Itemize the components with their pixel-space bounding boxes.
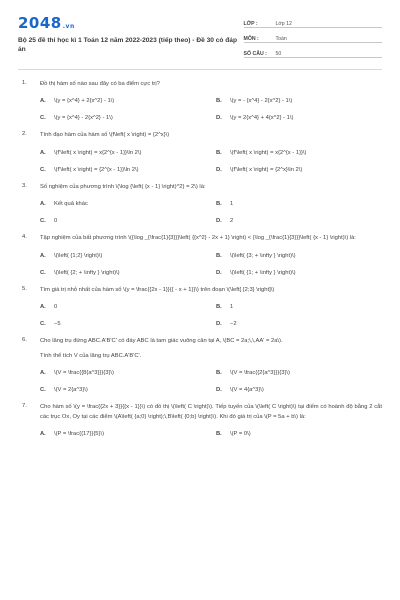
answer-option[interactable] (216, 321, 382, 327)
option-letter: B. (216, 98, 222, 105)
answer-option[interactable] (216, 253, 382, 259)
question-number: 2. (22, 131, 27, 138)
option-text: \(P = \frac{{17}}{5}\) (54, 431, 105, 438)
question-text: Cho hàm số \(y = \frac{{2x + 3}}{{x - 1}}\) có đồ thị \(\left( C \right)\). Tiếp tuyến của \(\left( C \right)\) tại điểm có hoành độ bằng 2 cắt các trục Ox, Oy tại các điểm \(A\left( {a;0} \right);\,B\left( {0;b} \right)\). Khi đó giá trị của \(P = 5a + b\) là: (40, 404, 382, 420)
option-text: \(\left( {1; + \infty } \right)\) (230, 269, 296, 276)
option-text: \(V = \frac{{2{a^3}}}{3}\) (230, 370, 290, 377)
answer-option[interactable] (216, 150, 382, 156)
question-list (18, 80, 382, 437)
option-letter: C. (40, 115, 46, 122)
option-text: Kết quả khác (54, 201, 88, 208)
option-letter: C. (40, 387, 46, 394)
option-text: \(y = {x^4} + 2{x^2} - 1\) (54, 98, 115, 105)
option-text: \(f'\left( x \right) = x{2^{x - 1}}\ln 2\) (54, 149, 142, 156)
answer-option[interactable] (40, 431, 206, 437)
option-text: \(\left( {1;2} \right)\) (54, 252, 103, 259)
option-text: \(V = 4{a^3}\) (230, 387, 264, 394)
question-item (18, 403, 382, 437)
option-text: \(f'\left( x \right) = {2^{x - 1}}\ln 2\) (54, 166, 139, 173)
meta-class-value: Lớp 12 (275, 21, 292, 27)
question-text: Tập nghiệm của bất phương trình \({\log _{\frac{1}{3}}}\left( {{x^2} - 2x + 1} \right) < {\log _{\frac{1}{3}}}\left( {x - 1} \right)\) là: (40, 235, 356, 242)
answer-option[interactable] (40, 253, 206, 259)
answer-option[interactable] (216, 98, 382, 104)
logo-text: 2048 (18, 14, 62, 32)
answer-option[interactable] (216, 167, 382, 173)
meta-count-value: 50 (275, 51, 282, 57)
answer-options (18, 201, 382, 224)
question-item (18, 131, 382, 172)
answer-option[interactable] (40, 370, 206, 376)
answer-option[interactable] (216, 115, 382, 121)
option-text: 1 (230, 201, 234, 208)
option-letter: B. (216, 304, 222, 311)
option-letter: B. (216, 201, 222, 208)
option-letter: A. (40, 252, 46, 259)
meta-subject-row (244, 31, 382, 43)
option-text: 1 (230, 304, 234, 311)
answer-option[interactable] (216, 201, 382, 207)
header-divider (18, 69, 382, 70)
question-row (18, 337, 382, 346)
option-text: −5 (54, 321, 61, 328)
option-text: 0 (54, 218, 58, 225)
question-item (18, 337, 382, 393)
option-letter: A. (40, 304, 46, 311)
option-letter: C. (40, 166, 46, 173)
question-text: Số nghiệm của phương trình \(\log {\left( {x - 1} \right)^2} = 2\) là: (40, 183, 206, 190)
answer-options (18, 431, 382, 437)
question-text: Tính đạo hàm của hàm số \(f\left( x \right) = {2^x}\) (40, 132, 170, 139)
option-letter: A. (40, 149, 46, 156)
option-text: \(\left( {2; + \infty } \right)\) (54, 269, 120, 276)
option-letter: D. (216, 269, 222, 276)
document-meta (244, 16, 382, 61)
option-text: −2 (230, 321, 237, 328)
question-item (18, 286, 382, 327)
question-text: Cho lăng trụ đứng ABC.A'B'C' có đáy ABC là tam giác vuông cân tại A, \(BC = 2a;\,\,AA' = 2a\). (40, 338, 283, 345)
document-title: Bộ 25 đề thi học kì 1 Toán 12 năm 2022-2023 (tiếp theo) - Đề 30 có đáp án (18, 37, 238, 53)
question-item (18, 183, 382, 224)
option-letter: D. (216, 387, 222, 394)
question-number: 7. (22, 403, 27, 410)
question-number: 3. (22, 182, 27, 189)
answer-options (18, 370, 382, 393)
answer-option[interactable] (40, 115, 206, 121)
question-item (18, 234, 382, 275)
answer-option[interactable] (40, 98, 206, 104)
option-letter: A. (40, 370, 46, 377)
meta-count-label: SỐ CÂU : (243, 51, 267, 57)
option-letter: C. (40, 269, 46, 276)
question-row (18, 131, 382, 140)
option-letter: C. (40, 321, 46, 328)
question-text: Tìm giá trị nhỏ nhất của hàm số \(y = \frac{{2x - 1}}{{ - x + 1}}\) trên đoạn \(\left[ {2;3} \right]\) (40, 286, 275, 293)
option-text: \(P = 0\) (230, 431, 251, 438)
question-row (18, 403, 382, 422)
option-letter: D. (216, 321, 222, 328)
option-letter: B. (216, 149, 222, 156)
option-text: \(V = 2{a^3}\) (54, 387, 88, 394)
meta-subject-value: Toán (275, 36, 287, 42)
answer-option[interactable] (40, 218, 206, 224)
meta-subject-label: MÔN : (243, 36, 259, 42)
question-row (18, 234, 382, 243)
option-text: \(y = 2{x^4} + 4{x^2} - 1\) (230, 115, 294, 122)
question-subtext: Tính thể tích V của lăng trụ ABC.A'B'C'. (40, 353, 142, 360)
meta-class-row (244, 16, 382, 28)
option-text: 0 (54, 304, 58, 311)
answer-option[interactable] (216, 431, 382, 437)
meta-class-label: LỚP : (243, 21, 258, 27)
answer-option[interactable] (40, 321, 206, 327)
question-row (18, 286, 382, 295)
answer-option[interactable] (40, 270, 206, 276)
option-letter: D. (216, 166, 222, 173)
logo-suffix: .vn (62, 23, 75, 30)
option-text: \(y = - {x^4} - 2{x^2} - 1\) (230, 98, 293, 105)
header-left (18, 14, 244, 54)
answer-option[interactable] (216, 387, 382, 393)
question-number: 1. (22, 80, 27, 86)
answer-options (18, 150, 382, 173)
option-text: 2 (230, 218, 234, 225)
question-number: 4. (22, 234, 27, 241)
option-text: \(\left( {3; + \infty } \right)\) (230, 252, 296, 259)
answer-option[interactable] (216, 370, 382, 376)
option-text: \(f'\left( x \right) = x{2^{x - 1}}\) (230, 149, 307, 156)
question-number: 5. (22, 285, 27, 292)
question-row (18, 80, 382, 89)
answer-option[interactable] (40, 304, 206, 310)
option-letter: D. (216, 218, 222, 225)
option-text: \(f'\left( x \right) = {2^x}\ln 2\) (230, 166, 303, 173)
answer-option[interactable] (216, 304, 382, 310)
answer-option[interactable] (40, 167, 206, 173)
answer-options (18, 304, 382, 327)
answer-option[interactable] (40, 150, 206, 156)
answer-options (18, 253, 382, 276)
option-letter: D. (216, 115, 222, 122)
option-letter: B. (216, 431, 222, 438)
option-text: \(y = {x^4} - 2{x^2} - 1\) (54, 115, 113, 122)
option-letter: B. (216, 252, 222, 259)
meta-count-row (244, 46, 382, 58)
option-letter: A. (40, 201, 46, 208)
question-number: 6. (22, 337, 27, 344)
question-row (18, 183, 382, 192)
option-letter: A. (40, 431, 46, 438)
answer-option[interactable] (40, 387, 206, 393)
question-item (18, 80, 382, 121)
answer-option[interactable] (216, 218, 382, 224)
question-text: Đồ thị hàm số nào sau đây có ba điểm cực trị? (40, 81, 160, 87)
answer-option[interactable] (40, 201, 206, 207)
answer-option[interactable] (216, 270, 382, 276)
option-letter: C. (40, 218, 46, 225)
document-header (18, 14, 382, 61)
site-logo[interactable] (18, 14, 244, 32)
option-letter: B. (216, 370, 222, 377)
option-text: \(V = \frac{{8{a^3}}}{3}\) (54, 370, 114, 377)
option-letter: A. (40, 98, 46, 105)
answer-options (18, 98, 382, 121)
